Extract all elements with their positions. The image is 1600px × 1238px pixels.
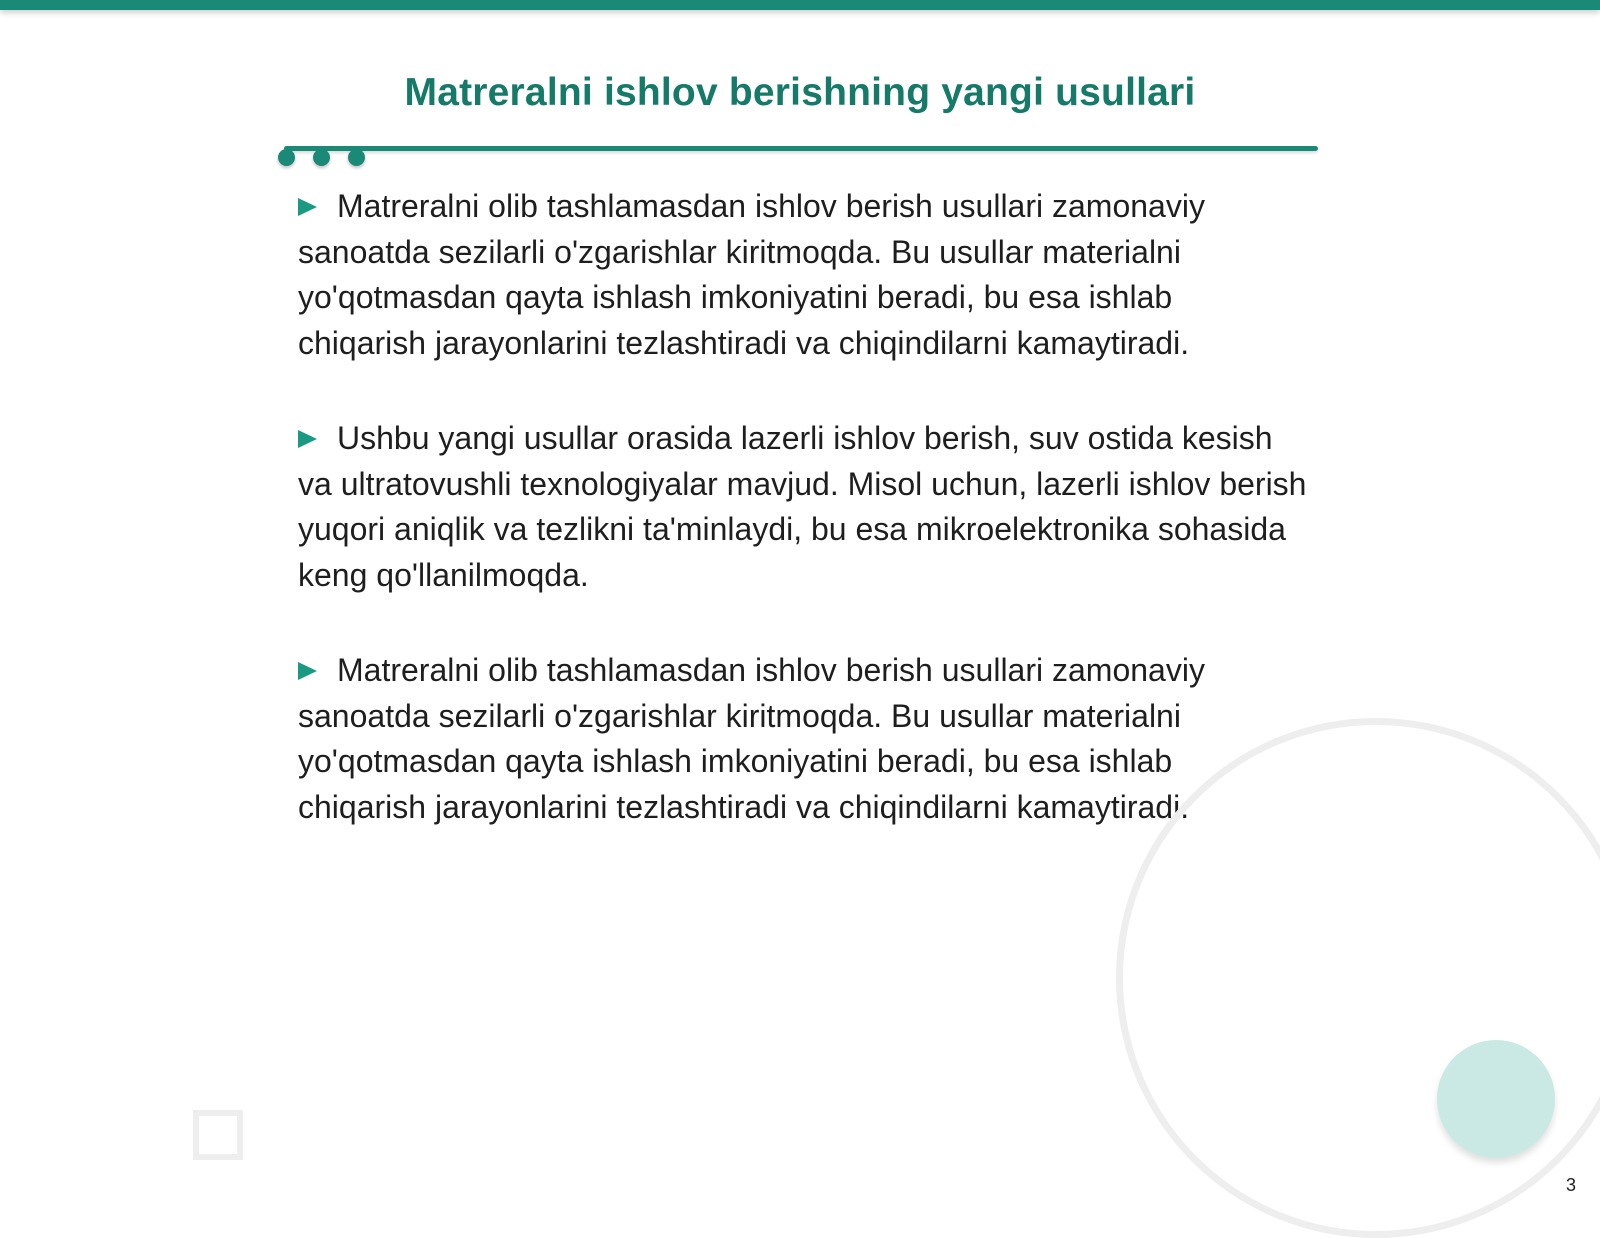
underline-dot <box>278 149 295 166</box>
decorative-square <box>193 1110 243 1160</box>
underline-dot <box>348 149 365 166</box>
bullet-list <box>298 184 1308 880</box>
bullet-text: Matreralni olib tashlamasdan ishlov berish usullari zamonaviy sanoatda sezilarli o'zgarishlar kiritmoqda. Bu usullar materialni yo'qotmasdan qayta ishlash imkoniyatini beradi, bu esa ishlab chiqarish jarayonlarini tezlashtiradi va chiqindilarni kamaytiradi. <box>298 652 1205 825</box>
slide-title: Matreralni ishlov berishning yangi usullari <box>404 71 1196 114</box>
underline-dot <box>313 149 330 166</box>
triangle-right-icon <box>298 198 317 216</box>
bullet-text: Ushbu yangi usullar orasida lazerli ishlov berish, suv ostida kesish va ultratovushli texnologiyalar mavjud. Misol uchun, lazerli ishlov berish yuqori aniqlik va tezlikni ta'minlaydi, bu esa mikroelektronika sohasida keng qo'llanilmoqda. <box>298 420 1307 593</box>
bullet-item <box>298 648 1308 830</box>
triangle-right-icon <box>298 662 317 680</box>
top-accent-bar <box>0 0 1600 10</box>
bullet-item <box>298 416 1308 598</box>
decorative-disc <box>1437 1040 1555 1158</box>
bullet-text: Matreralni olib tashlamasdan ishlov berish usullari zamonaviy sanoatda sezilarli o'zgarishlar kiritmoqda. Bu usullar materialni yo'qotmasdan qayta ishlash imkoniyatini beradi, bu esa ishlab chiqarish jarayonlarini tezlashtiradi va chiqindilarni kamaytiradi. <box>298 188 1205 361</box>
decorative-ring <box>1116 718 1600 1238</box>
page-number: 3 <box>1565 1175 1576 1195</box>
triangle-right-icon <box>298 430 317 448</box>
bullet-item <box>298 184 1308 366</box>
title-underline <box>284 146 1318 151</box>
